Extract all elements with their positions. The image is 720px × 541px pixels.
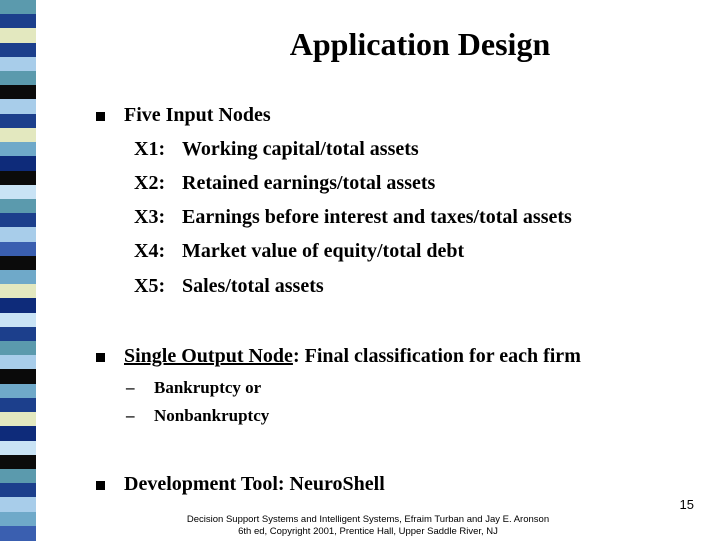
stripe-block bbox=[0, 526, 36, 541]
stripe-block bbox=[0, 28, 36, 43]
footer-line-1: Decision Support Systems and Intelligent Systems, Efraim Turban and Jay E. Aronson bbox=[186, 514, 550, 525]
stripe-block bbox=[0, 384, 36, 399]
footer-line-2: 6th ed, Copyright 2001, Prentice Hall, Upper Saddle River, NJ bbox=[238, 526, 498, 537]
stripe-block bbox=[0, 497, 36, 512]
stripe-block bbox=[0, 0, 36, 15]
footer-citation bbox=[168, 514, 568, 538]
bullet-square-icon bbox=[96, 112, 105, 121]
slide-title: Application Design bbox=[289, 26, 551, 62]
stripe-block bbox=[0, 455, 36, 470]
stripe-block bbox=[0, 213, 36, 228]
stripe-block bbox=[0, 398, 36, 413]
stripe-block bbox=[0, 43, 36, 58]
stripe-block bbox=[0, 284, 36, 299]
stripe-block bbox=[0, 483, 36, 498]
bullet-heading-output: Single Output Node: Final classification for each firm bbox=[124, 345, 581, 367]
stripe-block bbox=[0, 171, 36, 186]
stripe-block bbox=[0, 227, 36, 242]
stripe-block bbox=[0, 242, 36, 257]
bullet-square-icon bbox=[96, 481, 105, 490]
input-node-x2: X2: Retained earnings/total assets bbox=[134, 172, 436, 194]
stripe-block bbox=[0, 469, 36, 484]
stripe-block bbox=[0, 355, 36, 370]
stripe-block bbox=[0, 114, 36, 129]
stripe-block bbox=[0, 71, 36, 86]
stripe-block bbox=[0, 441, 36, 456]
input-node-x5: X5: Sales/total assets bbox=[134, 275, 324, 297]
input-node-x1: X1: Working capital/total assets bbox=[134, 138, 419, 160]
stripe-block bbox=[0, 327, 36, 342]
bullet-heading-inputs: Five Input Nodes bbox=[124, 104, 271, 126]
stripe-block bbox=[0, 313, 36, 328]
sub-item-bankruptcy: – Bankruptcy or bbox=[126, 378, 262, 397]
stripe-block bbox=[0, 128, 36, 143]
stripe-block bbox=[0, 256, 36, 271]
stripe-block bbox=[0, 426, 36, 441]
bullet-heading-tool: Development Tool: NeuroShell bbox=[124, 473, 385, 495]
stripe-block bbox=[0, 142, 36, 157]
stripe-block bbox=[0, 298, 36, 313]
stripe-block bbox=[0, 85, 36, 100]
stripe-block bbox=[0, 185, 36, 200]
stripe-block bbox=[0, 99, 36, 114]
stripe-block bbox=[0, 270, 36, 285]
stripe-block bbox=[0, 412, 36, 427]
stripe-block bbox=[0, 156, 36, 171]
stripe-block bbox=[0, 57, 36, 72]
stripe-block bbox=[0, 199, 36, 214]
page-number: 15 bbox=[679, 497, 694, 512]
stripe-block bbox=[0, 14, 36, 29]
input-node-x4: X4: Market value of equity/total debt bbox=[134, 240, 465, 262]
stripe-block bbox=[0, 369, 36, 384]
decorative-stripe bbox=[0, 0, 36, 540]
input-node-x3: X3: Earnings before interest and taxes/total assets bbox=[134, 206, 572, 228]
bullet-square-icon bbox=[96, 353, 105, 362]
stripe-block bbox=[0, 512, 36, 527]
stripe-block bbox=[0, 341, 36, 356]
sub-item-nonbankruptcy: – Nonbankruptcy bbox=[126, 406, 270, 425]
